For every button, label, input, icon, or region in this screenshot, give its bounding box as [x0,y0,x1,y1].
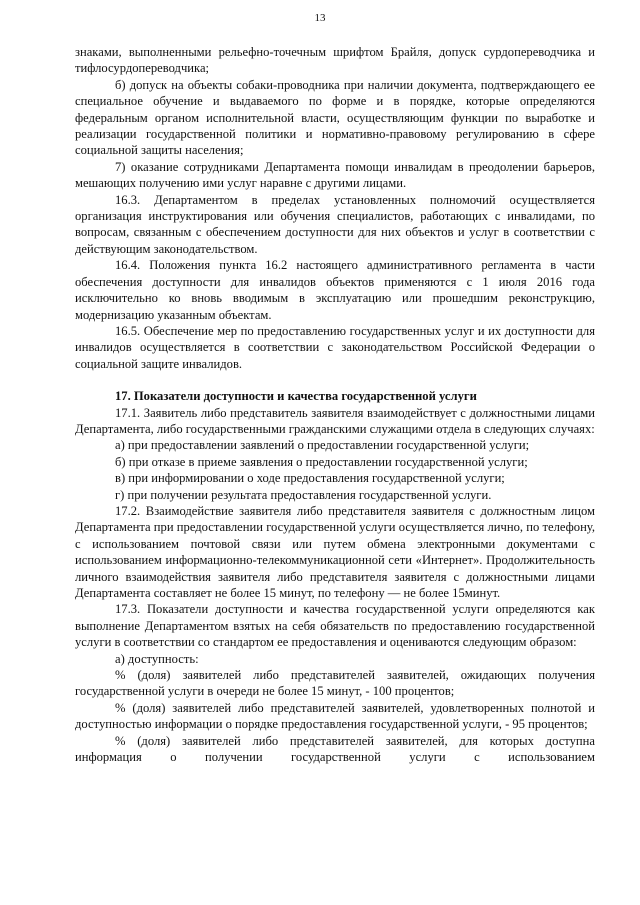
paragraph: 16.3. Департаментом в пределах установленных полномочий осуществляется организация инструктирования или обучения специалистов, работающих с инвалидами, по вопросам, связанным с обеспечением доступности для них объектов и услуг в соответствии с действующим законодательством. [75,192,595,256]
paragraph: % (доля) заявителей либо представителей заявителей, ожидающих получения государственной услуги в очереди не более 15 минут, - 100 процентов; [75,668,595,699]
paragraph: 16.5. Обеспечение мер по предоставлению государственных услуг и их доступности для инвалидов осуществляется в соответствии с законодательством Российской Федерации о социальной защите инвалидов. [75,323,595,371]
list-item: а) при предоставлении заявлений о предоставлении государственной услуги; [115,438,530,453]
list-item: в) при информировании о ходе предоставления государственной услуги; [115,471,505,486]
paragraph: % (доля) заявителей либо представителей заявителей, для которых доступна информация о получении государственной услуги с использованием [75,733,595,765]
section-heading: 17. Показатели доступности и качества государственной услуги [115,389,477,404]
paragraph: б) допуск на объекты собаки-проводника при наличии документа, подтверждающего ее специальное обучение и выдаваемого по форме и в порядке, которые определяются федеральным органом исполнительной власти, осуществляющим функции по выработке и реализации государственной политики и нормативно-правовому регулированию в сфере социальной защиты населения; [75,77,595,158]
paragraph: 17.3. Показатели доступности и качества государственной услуги определяются как выполнение Департаментом взятых на себя обязательств по предоставлению государственной услуги в соответствии со стандартом ее предоставления и оцениваются следующим образом: [75,602,595,650]
paragraph: 17.1. Заявитель либо представитель заявителя взаимодействует с должностными лицами Департамента, либо государственными гражданскими служащими отдела в следующих случаях: [75,405,595,436]
list-item: б) при отказе в приеме заявления о предоставлении государственной услуги; [115,454,528,469]
paragraph: 16.4. Положения пункта 16.2 настоящего административного регламента в части обеспечения доступности для инвалидов объектов применяются с 1 июля 2016 года исключительно ко вновь вводимым в эксплуатацию или прошедшим реконструкцию, модернизацию указанным объектам. [75,258,595,322]
paragraph: знаками, выполненными рельефно-точечным шрифтом Брайля, допуск сурдопереводчика и тифлосурдопереводчика; [75,45,595,76]
list-item: г) при получении результата предоставления государственной услуги. [115,487,492,502]
paragraph: 7) оказание сотрудниками Департамента помощи инвалидам в преодолении барьеров, мешающих получению ими услуг наравне с другими лицами. [75,159,595,191]
paragraph: % (доля) заявителей либо представителей заявителей, удовлетворенных полнотой и доступностью информации о порядке предоставления государственной услуги, - 95 процентов; [75,700,595,732]
list-item: а) доступность: [115,651,199,666]
page-body [75,44,595,765]
page-number: 13 [314,12,326,24]
paragraph: 17.2. Взаимодействие заявителя либо представителя заявителя с должностным лицом Департамента при предоставлении государственной услуги осуществляется лично, по телефону, с использованием почтовой связи или путем обмена электронными документами с использованием информационно-телекоммуникационной сети «Интернет». Продолжительность личного взаимодействия заявителя либо представителя заявителя с должностными лицами Департамента составляет не более 15 минут, по телефону — не более 15минут. [75,503,595,600]
